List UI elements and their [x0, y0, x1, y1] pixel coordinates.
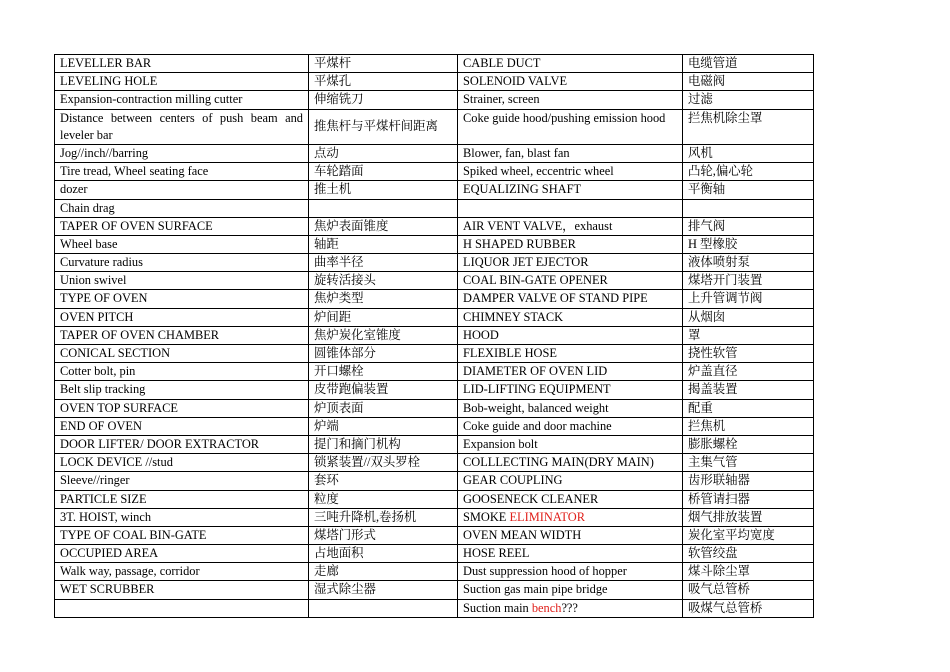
english-term: GEAR COUPLING — [458, 472, 683, 490]
chinese-term: 伸缩铣刀 — [309, 91, 458, 109]
chinese-term: 旋转活接头 — [309, 272, 458, 290]
english-term: DOOR LIFTER/ DOOR EXTRACTOR — [55, 435, 309, 453]
chinese-term: 液体喷射泵 — [683, 254, 814, 272]
chinese-term: 拦焦机 — [683, 417, 814, 435]
chinese-term: 凸轮,偏心轮 — [683, 163, 814, 181]
table-row — [55, 363, 814, 381]
english-term: Cotter bolt, pin — [55, 363, 309, 381]
chinese-term: 电缆管道 — [683, 55, 814, 73]
chinese-term: 煤塔门形式 — [309, 526, 458, 544]
term-text: Suction main — [463, 600, 532, 615]
chinese-term: 推土机 — [309, 181, 458, 199]
chinese-term: 曲率半径 — [309, 254, 458, 272]
chinese-term: 烟气排放装置 — [683, 508, 814, 526]
chinese-term: 软管绞盘 — [683, 545, 814, 563]
english-term: SOLENOID VALVE — [458, 73, 683, 91]
table-row — [55, 272, 814, 290]
english-term: GOOSENECK CLEANER — [458, 490, 683, 508]
table-row — [55, 181, 814, 199]
table-row — [55, 472, 814, 490]
english-term: DIAMETER OF OVEN LID — [458, 363, 683, 381]
table-row — [55, 581, 814, 599]
table-row — [55, 91, 814, 109]
chinese-term: 焦炉表面锥度 — [309, 217, 458, 235]
english-term: Suction gas main pipe bridge — [458, 581, 683, 599]
chinese-term: 揭盖装置 — [683, 381, 814, 399]
chinese-term: 排气阀 — [683, 217, 814, 235]
english-term: LEVELLER BAR — [55, 55, 309, 73]
english-term: PARTICLE SIZE — [55, 490, 309, 508]
chinese-term: 风机 — [683, 144, 814, 162]
chinese-term: 平煤孔 — [309, 73, 458, 91]
english-term: Strainer, screen — [458, 91, 683, 109]
chinese-term: 拦焦机除尘罩 — [683, 109, 814, 144]
english-term: Chain drag — [55, 199, 309, 217]
chinese-term — [309, 599, 458, 617]
english-term: FLEXIBLE HOSE — [458, 345, 683, 363]
english-term: OCCUPIED AREA — [55, 545, 309, 563]
table-row — [55, 490, 814, 508]
english-term: DAMPER VALVE OF STAND PIPE — [458, 290, 683, 308]
chinese-term: 煤斗除尘罩 — [683, 563, 814, 581]
chinese-term: 湿式除尘器 — [309, 581, 458, 599]
english-term: LOCK DEVICE //stud — [55, 454, 309, 472]
english-term: Distance between centers of push beam and leveler bar — [55, 109, 309, 144]
table-row — [55, 254, 814, 272]
chinese-term: 锁紧装置//双头罗栓 — [309, 454, 458, 472]
english-term: LID-LIFTING EQUIPMENT — [458, 381, 683, 399]
chinese-term: 挠性软管 — [683, 345, 814, 363]
chinese-term: 煤塔开门装置 — [683, 272, 814, 290]
english-term: Spiked wheel, eccentric wheel — [458, 163, 683, 181]
english-term: Union swivel — [55, 272, 309, 290]
chinese-term — [309, 199, 458, 217]
glossary-body — [55, 55, 814, 618]
table-row — [55, 345, 814, 363]
chinese-term: 吸煤气总管桥 — [683, 599, 814, 617]
chinese-term: 齿形联轴器 — [683, 472, 814, 490]
english-term: Wheel base — [55, 235, 309, 253]
chinese-term: H 型橡胶 — [683, 235, 814, 253]
english-term: OVEN TOP SURFACE — [55, 399, 309, 417]
english-term: Sleeve//ringer — [55, 472, 309, 490]
chinese-term: 炭化室平均宽度 — [683, 526, 814, 544]
english-term: OVEN MEAN WIDTH — [458, 526, 683, 544]
chinese-term: 电磁阀 — [683, 73, 814, 91]
chinese-term — [683, 199, 814, 217]
english-term — [55, 599, 309, 617]
highlighted-word: bench — [531, 600, 562, 615]
english-term: TAPER OF OVEN SURFACE — [55, 217, 309, 235]
english-term: CONICAL SECTION — [55, 345, 309, 363]
english-term: Blower, fan, blast fan — [458, 144, 683, 162]
english-term: CHIMNEY STACK — [458, 308, 683, 326]
english-term: COLLLECTING MAIN(DRY MAIN) — [458, 454, 683, 472]
english-term: CABLE DUCT — [458, 55, 683, 73]
english-term: HOOD — [458, 326, 683, 344]
table-row — [55, 290, 814, 308]
english-term — [458, 199, 683, 217]
chinese-term: 推焦杆与平煤杆间距离 — [309, 109, 458, 144]
chinese-term: 焦炉类型 — [309, 290, 458, 308]
chinese-term: 皮带跑偏装置 — [309, 381, 458, 399]
english-term: Jog//inch//barring — [55, 144, 309, 162]
chinese-term: 平衡轴 — [683, 181, 814, 199]
english-term: AIR VENT VALVE，exhaust — [458, 217, 683, 235]
chinese-term: 主集气管 — [683, 454, 814, 472]
chinese-term: 过滤 — [683, 91, 814, 109]
english-term: COAL BIN-GATE OPENER — [458, 272, 683, 290]
glossary-table — [54, 54, 814, 618]
english-term: HOSE REEL — [458, 545, 683, 563]
english-term: H SHAPED RUBBER — [458, 235, 683, 253]
chinese-term: 粒度 — [309, 490, 458, 508]
table-row — [55, 435, 814, 453]
english-term: Expansion bolt — [458, 435, 683, 453]
chinese-term: 膨胀螺栓 — [683, 435, 814, 453]
table-row — [55, 217, 814, 235]
english-term: TAPER OF OVEN CHAMBER — [55, 326, 309, 344]
english-term: Curvature radius — [55, 254, 309, 272]
english-term: 3T. HOIST, winch — [55, 508, 309, 526]
chinese-term: 提门和摘门机构 — [309, 435, 458, 453]
english-term: LEVELING HOLE — [55, 73, 309, 91]
table-row — [55, 235, 814, 253]
english-term: EQUALIZING SHAFT — [458, 181, 683, 199]
english-term: Tire tread, Wheel seating face — [55, 163, 309, 181]
english-term — [458, 599, 683, 617]
chinese-term: 炉盖直径 — [683, 363, 814, 381]
chinese-term: 开口螺栓 — [309, 363, 458, 381]
table-row — [55, 563, 814, 581]
table-row — [55, 109, 814, 144]
english-term: Coke guide hood/pushing emission hood — [458, 109, 683, 144]
chinese-term: 焦炉炭化室锥度 — [309, 326, 458, 344]
english-term: TYPE OF COAL BIN-GATE — [55, 526, 309, 544]
table-row — [55, 55, 814, 73]
english-term: WET SCRUBBER — [55, 581, 309, 599]
table-row — [55, 326, 814, 344]
table-row — [55, 399, 814, 417]
term-text: ??? — [561, 600, 578, 615]
table-row — [55, 163, 814, 181]
english-term: Dust suppression hood of hopper — [458, 563, 683, 581]
english-term — [458, 508, 683, 526]
table-row — [55, 526, 814, 544]
table-row — [55, 545, 814, 563]
english-term: END OF OVEN — [55, 417, 309, 435]
english-term: Belt slip tracking — [55, 381, 309, 399]
chinese-term: 走廊 — [309, 563, 458, 581]
term-text: SMOKE — [463, 509, 510, 524]
chinese-term: 轴距 — [309, 235, 458, 253]
chinese-term: 炉顶表面 — [309, 399, 458, 417]
chinese-term: 罩 — [683, 326, 814, 344]
english-term: dozer — [55, 181, 309, 199]
english-term: OVEN PITCH — [55, 308, 309, 326]
english-term: Bob-weight, balanced weight — [458, 399, 683, 417]
table-row — [55, 381, 814, 399]
chinese-term: 点动 — [309, 144, 458, 162]
chinese-term: 占地面积 — [309, 545, 458, 563]
chinese-term: 桥管请扫器 — [683, 490, 814, 508]
table-row — [55, 144, 814, 162]
english-term: Coke guide and door machine — [458, 417, 683, 435]
english-term: Walk way, passage, corridor — [55, 563, 309, 581]
chinese-term: 三吨升降机,卷扬机 — [309, 508, 458, 526]
table-row — [55, 417, 814, 435]
chinese-term: 配重 — [683, 399, 814, 417]
english-term: TYPE OF OVEN — [55, 290, 309, 308]
table-row — [55, 73, 814, 91]
table-row — [55, 199, 814, 217]
chinese-term: 平煤杆 — [309, 55, 458, 73]
english-term: Expansion-contraction milling cutter — [55, 91, 309, 109]
chinese-term: 套环 — [309, 472, 458, 490]
highlighted-word: ELIMINATOR — [509, 509, 585, 524]
table-row — [55, 508, 814, 526]
table-row — [55, 599, 814, 617]
chinese-term: 车轮踏面 — [309, 163, 458, 181]
chinese-term: 炉端 — [309, 417, 458, 435]
table-row — [55, 454, 814, 472]
chinese-term: 炉间距 — [309, 308, 458, 326]
chinese-term: 吸气总管桥 — [683, 581, 814, 599]
chinese-term: 从烟囱 — [683, 308, 814, 326]
chinese-term: 圆锥体部分 — [309, 345, 458, 363]
english-term: LIQUOR JET EJECTOR — [458, 254, 683, 272]
table-row — [55, 308, 814, 326]
chinese-term: 上升管调节阀 — [683, 290, 814, 308]
